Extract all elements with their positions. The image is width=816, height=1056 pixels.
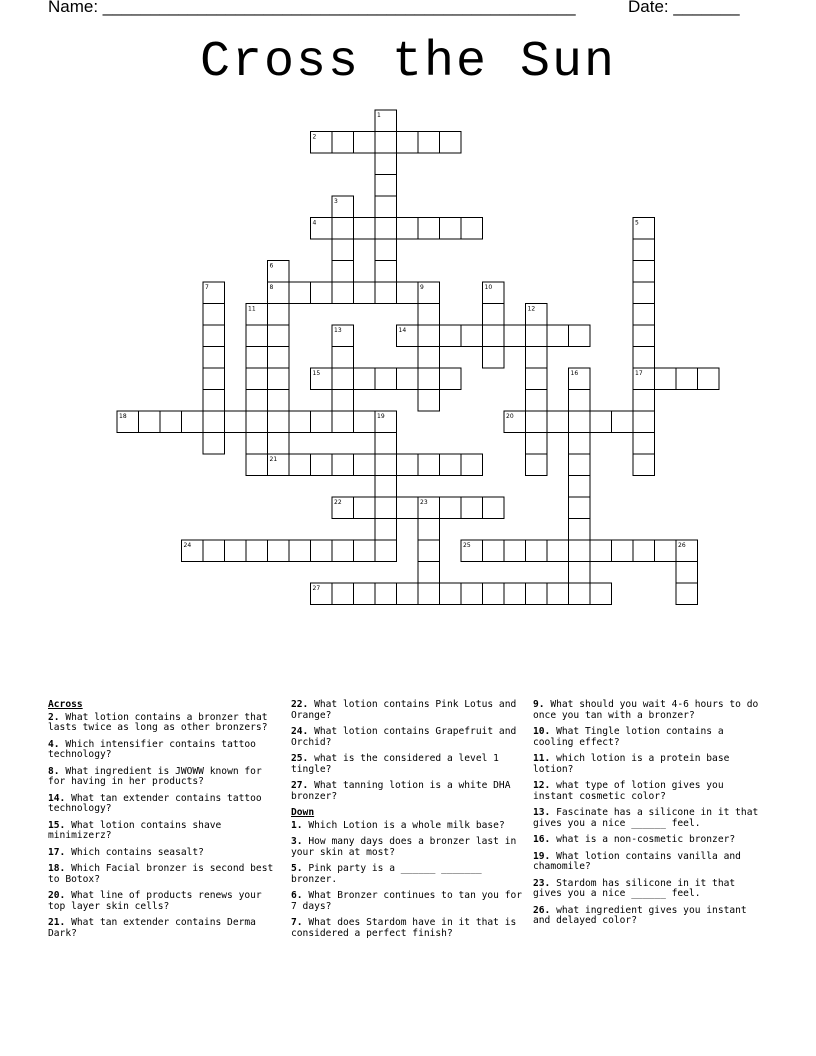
grid-cell[interactable]: [354, 454, 376, 476]
grid-cell[interactable]: [397, 132, 419, 154]
grid-cell[interactable]: [676, 562, 698, 584]
clue-item: [291, 918, 527, 939]
grid-cell[interactable]: [268, 325, 290, 347]
grid-cell[interactable]: [354, 218, 376, 240]
grid-cell[interactable]: [569, 476, 591, 498]
clue-item: [48, 918, 284, 939]
grid-cell[interactable]: [203, 304, 225, 326]
clue-number-label: 13: [334, 327, 342, 334]
grid-cell[interactable]: [354, 282, 376, 304]
clue-number-label: 14: [398, 327, 407, 334]
grid-cell[interactable]: [225, 540, 247, 562]
grid-cell[interactable]: [569, 540, 591, 562]
clue-number: 1.: [291, 819, 303, 831]
grid-cell[interactable]: [483, 583, 505, 605]
grid-cell[interactable]: [203, 411, 225, 433]
clue-number-label: 8: [269, 284, 274, 291]
grid-cell[interactable]: [203, 368, 225, 390]
clue-number-label: 21: [269, 456, 278, 463]
clue-number: 14.: [48, 792, 66, 804]
grid-cell[interactable]: [397, 454, 419, 476]
grid-cell[interactable]: [375, 175, 397, 197]
grid-cell[interactable]: [246, 454, 268, 476]
grid-cell[interactable]: [332, 282, 354, 304]
grid-cell[interactable]: [246, 347, 268, 369]
grid-cell[interactable]: [461, 218, 483, 240]
grid-cell[interactable]: [440, 325, 462, 347]
grid-cell[interactable]: [268, 304, 290, 326]
grid-cell[interactable]: [375, 476, 397, 498]
grid-cell[interactable]: [483, 497, 505, 519]
grid-cell[interactable]: [203, 433, 225, 455]
grid-cell[interactable]: [504, 540, 526, 562]
grid-cell[interactable]: [440, 368, 462, 390]
grid-cell[interactable]: [332, 261, 354, 283]
grid-cell[interactable]: [440, 218, 462, 240]
clue-number-label: 26: [678, 542, 686, 549]
grid-cell[interactable]: [375, 540, 397, 562]
grid-cell[interactable]: [268, 390, 290, 412]
grid-cell[interactable]: [569, 411, 591, 433]
grid-cell[interactable]: [633, 282, 655, 304]
clue-text: What lotion contains a bronzer that lasts twice as long as other bronzers?: [48, 711, 268, 733]
grid-cell[interactable]: [633, 239, 655, 261]
grid-cell[interactable]: [375, 497, 397, 519]
clue-text: Which Facial bronzer is second best to Botox?: [48, 863, 274, 885]
grid-cell[interactable]: [354, 411, 376, 433]
clue-item: [48, 794, 284, 815]
clue-number: 17.: [48, 846, 66, 858]
clue-text: What lotion contains vanilla and chamomile?: [533, 850, 741, 872]
grid-cell[interactable]: [375, 433, 397, 455]
clue-text: Which contains seasalt?: [65, 846, 204, 858]
grid-cell[interactable]: [397, 218, 419, 240]
grid-cell[interactable]: [418, 583, 440, 605]
clue-number-label: 24: [183, 542, 192, 549]
grid-cell[interactable]: [569, 433, 591, 455]
grid-cell[interactable]: [375, 153, 397, 175]
clue-number: 2.: [48, 711, 60, 723]
clue-text: Stardom has silicone in it that gives you a nice ______ feel.: [533, 877, 736, 899]
clue-text: Which intensifier contains tattoo technology?: [48, 738, 256, 760]
grid-cell[interactable]: [418, 540, 440, 562]
grid-cell[interactable]: [332, 132, 354, 154]
grid-cell[interactable]: [483, 304, 505, 326]
grid-cell[interactable]: [182, 411, 204, 433]
clue-number: 8.: [48, 765, 60, 777]
grid-cell[interactable]: [612, 411, 634, 433]
clue-item: [48, 740, 284, 761]
down-heading: Down: [291, 807, 315, 818]
clue-number-label: 16: [570, 370, 579, 377]
clue-item: [533, 781, 769, 802]
grid-cell[interactable]: [375, 239, 397, 261]
grid-cell[interactable]: [375, 583, 397, 605]
clue-item: [291, 700, 527, 721]
grid-cell[interactable]: [526, 390, 548, 412]
name-field-label[interactable]: Name: __________________________________________________: [48, 0, 576, 16]
grid-cell[interactable]: [397, 497, 419, 519]
grid-cell[interactable]: [332, 583, 354, 605]
grid-cell[interactable]: [612, 540, 634, 562]
grid-cell[interactable]: [203, 390, 225, 412]
grid-cell[interactable]: [633, 454, 655, 476]
grid-cell[interactable]: [526, 347, 548, 369]
grid-cell[interactable]: [633, 325, 655, 347]
clue-number: 15.: [48, 819, 66, 831]
clue-item: [291, 837, 527, 858]
grid-cell[interactable]: [418, 368, 440, 390]
grid-cell[interactable]: [354, 132, 376, 154]
grid-cell[interactable]: [526, 540, 548, 562]
grid-cell[interactable]: [569, 325, 591, 347]
grid-cell[interactable]: [418, 390, 440, 412]
grid-cell[interactable]: [655, 540, 677, 562]
clue-number: 22.: [291, 699, 309, 710]
grid-cell[interactable]: [569, 519, 591, 541]
grid-cell[interactable]: [354, 540, 376, 562]
grid-cell[interactable]: [590, 583, 612, 605]
grid-cell[interactable]: [203, 540, 225, 562]
clue-text: What Bronzer continues to tan you for 7 days?: [291, 890, 523, 912]
grid-cell[interactable]: [440, 132, 462, 154]
grid-cell[interactable]: [655, 368, 677, 390]
clue-text: Pink party is a ______ _______ bronzer.: [291, 863, 482, 885]
clue-number: 6.: [291, 890, 303, 901]
grid-cell[interactable]: [375, 132, 397, 154]
clue-item: [48, 848, 284, 859]
grid-cell[interactable]: [440, 497, 462, 519]
clue-number-label: 4: [312, 219, 317, 227]
grid-cell[interactable]: [203, 325, 225, 347]
grid-cell[interactable]: [375, 519, 397, 541]
clue-number-label: 1: [377, 112, 381, 119]
grid-cell[interactable]: [461, 497, 483, 519]
grid-cell[interactable]: [268, 540, 290, 562]
grid-cell[interactable]: [332, 390, 354, 412]
clue-text: How many days does a bronzer last in your skin at most?: [291, 836, 517, 858]
clue-number: 3.: [291, 836, 303, 847]
clues-column-1: [48, 700, 284, 945]
clue-text: What does Stardom have in it that is considered a perfect finish?: [291, 917, 517, 939]
clue-text: what type of lotion gives you instant cosmetic color?: [533, 780, 724, 802]
clue-text: What tan extender contains tattoo technology?: [48, 792, 262, 814]
grid-cell[interactable]: [332, 368, 354, 390]
grid-cell[interactable]: [418, 304, 440, 326]
grid-cell[interactable]: [332, 347, 354, 369]
clue-number: 27.: [291, 780, 309, 791]
clue-number: 21.: [48, 917, 66, 928]
grid-cell[interactable]: [246, 390, 268, 412]
grid-cell[interactable]: [504, 583, 526, 605]
grid-cell[interactable]: [418, 454, 440, 476]
grid-cell[interactable]: [526, 368, 548, 390]
grid-cell[interactable]: [375, 261, 397, 283]
clue-item: [48, 767, 284, 788]
clue-text: what ingredient gives you instant and delayed color?: [533, 904, 747, 926]
clue-number-label: 3: [334, 198, 338, 205]
clue-number-label: 19: [377, 413, 385, 420]
clue-number: 13.: [533, 807, 551, 818]
grid-cell[interactable]: [461, 325, 483, 347]
clue-number: 16.: [533, 834, 551, 845]
grid-cell[interactable]: [504, 325, 526, 347]
grid-cell[interactable]: [418, 519, 440, 541]
grid-cell[interactable]: [311, 282, 333, 304]
grid-cell[interactable]: [633, 390, 655, 412]
clue-number-label: 11: [248, 305, 256, 313]
grid-cell[interactable]: [268, 411, 290, 433]
grid-cell[interactable]: [676, 368, 698, 390]
grid-cell[interactable]: [289, 411, 311, 433]
grid-cell[interactable]: [569, 390, 591, 412]
grid-cell[interactable]: [633, 433, 655, 455]
grid-cell[interactable]: [246, 325, 268, 347]
grid-cell[interactable]: [332, 218, 354, 240]
grid-cell[interactable]: [375, 196, 397, 218]
grid-cell[interactable]: [268, 368, 290, 390]
grid-cell[interactable]: [633, 347, 655, 369]
grid-cell[interactable]: [461, 454, 483, 476]
grid-cell[interactable]: [332, 239, 354, 261]
grid-cell[interactable]: [354, 497, 376, 519]
grid-cell[interactable]: [526, 325, 548, 347]
grid-cell[interactable]: [461, 583, 483, 605]
clue-text: what is a non-cosmetic bronzer?: [550, 834, 736, 845]
grid-cell[interactable]: [375, 454, 397, 476]
grid-cell[interactable]: [569, 583, 591, 605]
clue-number: 18.: [48, 863, 66, 874]
clue-number-label: 7: [205, 284, 209, 291]
grid-cell[interactable]: [311, 540, 333, 562]
clue-number: 11.: [533, 753, 551, 764]
clue-number-label: 20: [506, 413, 514, 420]
grid-cell[interactable]: [397, 583, 419, 605]
clue-item: [291, 781, 527, 802]
clue-number: 7.: [291, 917, 303, 928]
clue-number-label: 9: [420, 284, 424, 291]
grid-cell[interactable]: [332, 411, 354, 433]
clue-item: [533, 700, 769, 721]
grid-cell[interactable]: [246, 540, 268, 562]
clue-text: What tan extender contains Derma Dark?: [48, 917, 256, 939]
clue-number: 5.: [291, 863, 303, 874]
clue-text: Fascinate has a silicone in it that gives you a nice ______ feel.: [533, 807, 759, 829]
grid-cell[interactable]: [483, 540, 505, 562]
grid-cell[interactable]: [397, 368, 419, 390]
puzzle-title: Cross the Sun: [199, 34, 617, 91]
grid-cell[interactable]: [418, 132, 440, 154]
clue-text: What tanning lotion is a white DHA bronzer?: [291, 780, 511, 802]
grid-cell[interactable]: [354, 368, 376, 390]
grid-cell[interactable]: [633, 540, 655, 562]
grid-cell[interactable]: [246, 411, 268, 433]
clue-number: 20.: [48, 890, 66, 901]
grid-cell[interactable]: [526, 583, 548, 605]
clue-item: [291, 821, 527, 832]
clue-item: [48, 864, 284, 885]
clues-column-2: [291, 700, 527, 945]
grid-cell[interactable]: [289, 540, 311, 562]
grid-cell[interactable]: [418, 218, 440, 240]
clue-number-label: 25: [463, 542, 471, 549]
clue-item: [48, 821, 284, 842]
clue-text: What ingredient is JWOWW known for for having in her products?: [48, 765, 262, 787]
grid-cell[interactable]: [332, 454, 354, 476]
grid-cell[interactable]: [418, 347, 440, 369]
grid-cell[interactable]: [590, 540, 612, 562]
grid-cell[interactable]: [160, 411, 182, 433]
clue-number-label: 12: [527, 305, 536, 313]
grid-cell[interactable]: [332, 540, 354, 562]
clue-item: [533, 808, 769, 829]
grid-cell[interactable]: [698, 368, 720, 390]
clue-item: [291, 891, 527, 912]
grid-cell[interactable]: [418, 325, 440, 347]
grid-cell[interactable]: [397, 282, 419, 304]
clue-text: Which Lotion is a whole milk base?: [302, 819, 505, 831]
grid-cell[interactable]: [225, 411, 247, 433]
grid-cell[interactable]: [289, 282, 311, 304]
clue-number-label: 5: [635, 219, 639, 227]
clue-number-label: 23: [420, 499, 428, 506]
grid-cell[interactable]: [268, 433, 290, 455]
clue-text: What lotion contains Pink Lotus and Orange?: [291, 699, 517, 721]
clue-number: 25.: [291, 753, 309, 764]
grid-cell[interactable]: [676, 583, 698, 605]
clue-text: what is the considered a level 1 tingle?: [291, 753, 499, 775]
grid-cell[interactable]: [633, 411, 655, 433]
grid-cell[interactable]: [547, 325, 569, 347]
grid-cell[interactable]: [203, 347, 225, 369]
grid-cell[interactable]: [569, 454, 591, 476]
clue-text: What should you wait 4-6 hours to do once you tan with a bronzer?: [533, 699, 759, 721]
clue-item: [533, 835, 769, 846]
clue-number: 12.: [533, 780, 551, 791]
grid-cell[interactable]: [526, 411, 548, 433]
grid-cell[interactable]: [440, 583, 462, 605]
clue-number: 10.: [533, 726, 551, 737]
clue-item: [533, 879, 769, 900]
grid-cell[interactable]: [569, 562, 591, 584]
grid-cell[interactable]: [311, 454, 333, 476]
clue-item: [48, 713, 284, 734]
clue-text: What Tingle lotion contains a cooling effect?: [533, 726, 724, 748]
clue-number-label: 15: [312, 370, 321, 377]
grid-cell[interactable]: [633, 261, 655, 283]
clue-number: 9.: [533, 699, 545, 710]
grid-cell[interactable]: [526, 454, 548, 476]
grid-cell[interactable]: [418, 562, 440, 584]
grid-cell[interactable]: [246, 433, 268, 455]
across-heading: Across: [48, 699, 83, 710]
clue-item: [533, 852, 769, 873]
clue-number: 23.: [533, 877, 551, 889]
clue-number-label: 10: [484, 284, 493, 291]
grid-cell[interactable]: [246, 368, 268, 390]
grid-cell[interactable]: [547, 583, 569, 605]
clue-number: 4.: [48, 738, 60, 750]
clue-item: [291, 754, 527, 775]
grid-cell[interactable]: [354, 583, 376, 605]
clue-number-label: 27: [312, 585, 321, 592]
clue-number-label: 2: [312, 133, 317, 141]
clue-number: 19.: [533, 850, 551, 862]
grid-cell[interactable]: [375, 368, 397, 390]
clue-item: [291, 864, 527, 885]
clue-text: What lotion contains shave minimizerz?: [48, 819, 222, 841]
grid-cell[interactable]: [375, 282, 397, 304]
grid-cell[interactable]: [289, 454, 311, 476]
grid-cell[interactable]: [590, 411, 612, 433]
clue-number: 26.: [533, 904, 551, 916]
grid-cell[interactable]: [268, 347, 290, 369]
clue-item: [533, 727, 769, 748]
grid-cell[interactable]: [440, 454, 462, 476]
clue-number: 24.: [291, 726, 309, 737]
grid-cell[interactable]: [633, 304, 655, 326]
grid-cell[interactable]: [483, 325, 505, 347]
clue-number-label: 17: [635, 370, 643, 377]
clue-item: [48, 891, 284, 912]
clues-column-3: [533, 700, 769, 933]
grid-cell[interactable]: [547, 411, 569, 433]
clue-text: What lotion contains Grapefruit and Orchid?: [291, 726, 517, 748]
clue-number-label: 22: [334, 499, 342, 506]
clue-item: [533, 906, 769, 927]
grid-cell[interactable]: [483, 347, 505, 369]
clue-item: [291, 727, 527, 748]
clue-text: which lotion is a protein base lotion?: [533, 753, 730, 775]
clue-item: [533, 754, 769, 775]
grid-cell[interactable]: [311, 411, 333, 433]
grid-cell[interactable]: [547, 540, 569, 562]
grid-cell[interactable]: [139, 411, 161, 433]
grid-cell[interactable]: [375, 218, 397, 240]
clue-number-label: 18: [119, 413, 127, 420]
date-field-label[interactable]: Date: _______: [628, 0, 740, 16]
grid-cell[interactable]: [526, 433, 548, 455]
grid-cell[interactable]: [569, 497, 591, 519]
clue-text: What line of products renews your top layer skin cells?: [48, 890, 262, 912]
clue-number-label: 6: [269, 262, 274, 270]
